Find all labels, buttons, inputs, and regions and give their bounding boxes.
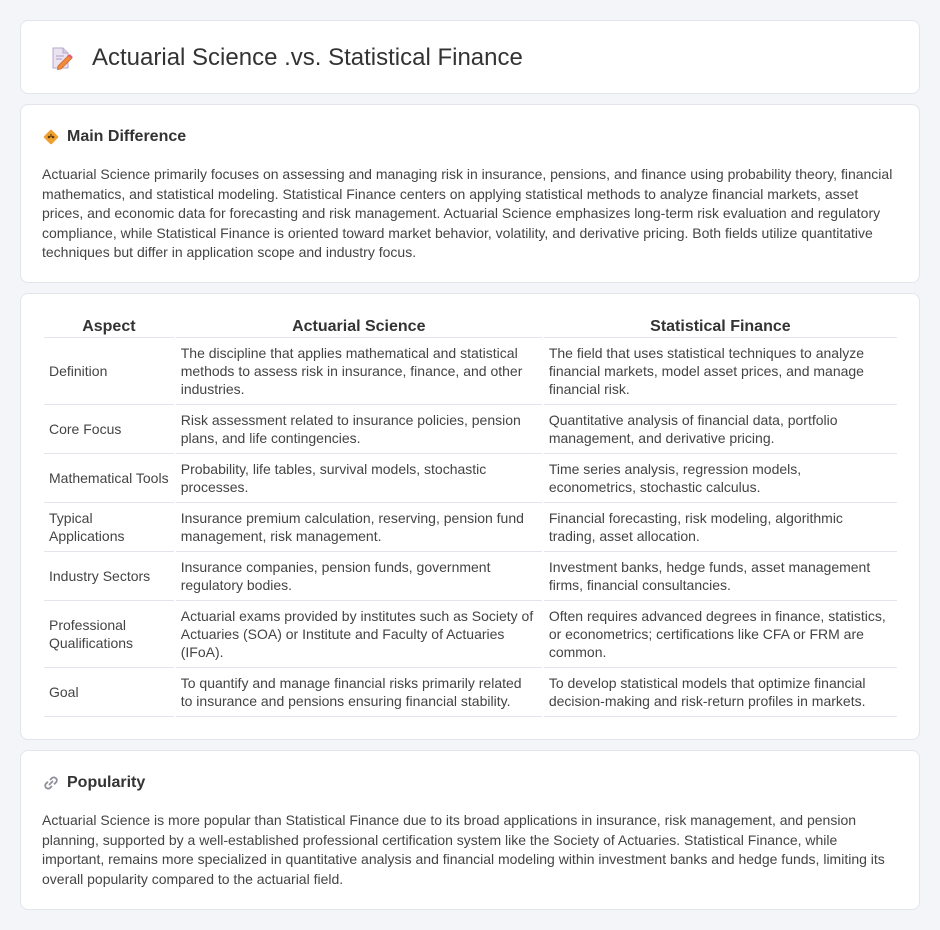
cell-actuarial: Insurance premium calculation, reserving, pension fund management, risk management. <box>176 503 542 552</box>
popularity-heading <box>42 773 145 793</box>
cell-aspect: Definition <box>44 338 174 405</box>
main-difference-text: Actuarial Science primarily focuses on assessing and managing risk in insurance, pensions, and finance using probability theory, financial mathematics, and statistical modeling. Statistical Finance centers on applying statistical methods to analyze financial markets, asset prices, and economic data for forecasting and risk management. Actuarial Science emphasizes long-term risk evaluation and regulatory compliance, while Statistical Finance is oriented toward market behavior, volatility, and derivative pricing. Both fields utilize quantitative techniques but differ in application scope and industry focus. <box>42 166 893 260</box>
comparison-table <box>42 316 899 717</box>
table-header-row <box>44 316 897 338</box>
header-card <box>20 20 920 94</box>
cell-statistical: Quantitative analysis of financial data, portfolio management, and derivative pricing. <box>544 405 897 454</box>
cell-statistical: Investment banks, hedge funds, asset management firms, financial consultancies. <box>544 552 897 601</box>
cell-actuarial: Insurance companies, pension funds, government regulatory bodies. <box>176 552 542 601</box>
table-row <box>44 601 897 668</box>
cell-aspect: Goal <box>44 668 174 717</box>
cell-aspect: Typical Applications <box>44 503 174 552</box>
cell-statistical: Financial forecasting, risk modeling, algorithmic trading, asset allocation. <box>544 503 897 552</box>
diamond-warning-icon <box>42 128 60 146</box>
header-actuarial-science: Actuarial Science <box>176 316 542 338</box>
cell-statistical: The field that uses statistical techniques to analyze financial markets, model asset prices, and manage financial risk. <box>544 338 897 405</box>
comparison-section <box>20 293 920 740</box>
table-row <box>44 668 897 717</box>
cell-actuarial: Actuarial exams provided by institutes such as Society of Actuaries (SOA) or Institute and Faculty of Actuaries (IFoA). <box>176 601 542 668</box>
page-title: Actuarial Science .vs. Statistical Finance <box>92 44 523 71</box>
table-row <box>44 338 897 405</box>
document-pencil-icon <box>48 45 74 71</box>
cell-actuarial: The discipline that applies mathematical and statistical methods to assess risk in insurance, finance, and other industries. <box>176 338 542 405</box>
cell-aspect: Core Focus <box>44 405 174 454</box>
cell-actuarial: Probability, life tables, survival models, stochastic processes. <box>176 454 542 503</box>
table-row <box>44 454 897 503</box>
main-difference-title: Main Difference <box>67 128 187 145</box>
cell-actuarial: Risk assessment related to insurance policies, pension plans, and life contingencies. <box>176 405 542 454</box>
cell-actuarial: To quantify and manage financial risks primarily related to insurance and pensions ensuring financial stability. <box>176 668 542 717</box>
popularity-section <box>20 750 920 910</box>
table-row <box>44 552 897 601</box>
table-row <box>44 503 897 552</box>
header-statistical-finance: Statistical Finance <box>544 316 897 338</box>
cell-statistical: To develop statistical models that optimize financial decision-making and risk-return profiles in markets. <box>544 668 897 717</box>
cell-aspect: Professional Qualifications <box>44 601 174 668</box>
cell-aspect: Industry Sectors <box>44 552 174 601</box>
main-difference-heading <box>42 127 186 147</box>
cell-statistical: Time series analysis, regression models, econometrics, stochastic calculus. <box>544 454 897 503</box>
main-difference-section <box>20 104 920 283</box>
popularity-title: Popularity <box>67 774 146 791</box>
popularity-text: Actuarial Science is more popular than Statistical Finance due to its broad applications in insurance, risk management, and pension planning, supported by a well-established professional certification system like the Society of Actuaries. Statistical Finance, while important, remains more specialized in quantitative analysis and financial modeling within investment banks and hedge funds, limiting its overall popularity compared to the actuarial field. <box>42 812 885 887</box>
header-aspect: Aspect <box>44 316 174 338</box>
link-icon <box>42 774 60 792</box>
cell-aspect: Mathematical Tools <box>44 454 174 503</box>
table-row <box>44 405 897 454</box>
cell-statistical: Often requires advanced degrees in finance, statistics, or econometrics; certifications like CFA or FRM are common. <box>544 601 897 668</box>
